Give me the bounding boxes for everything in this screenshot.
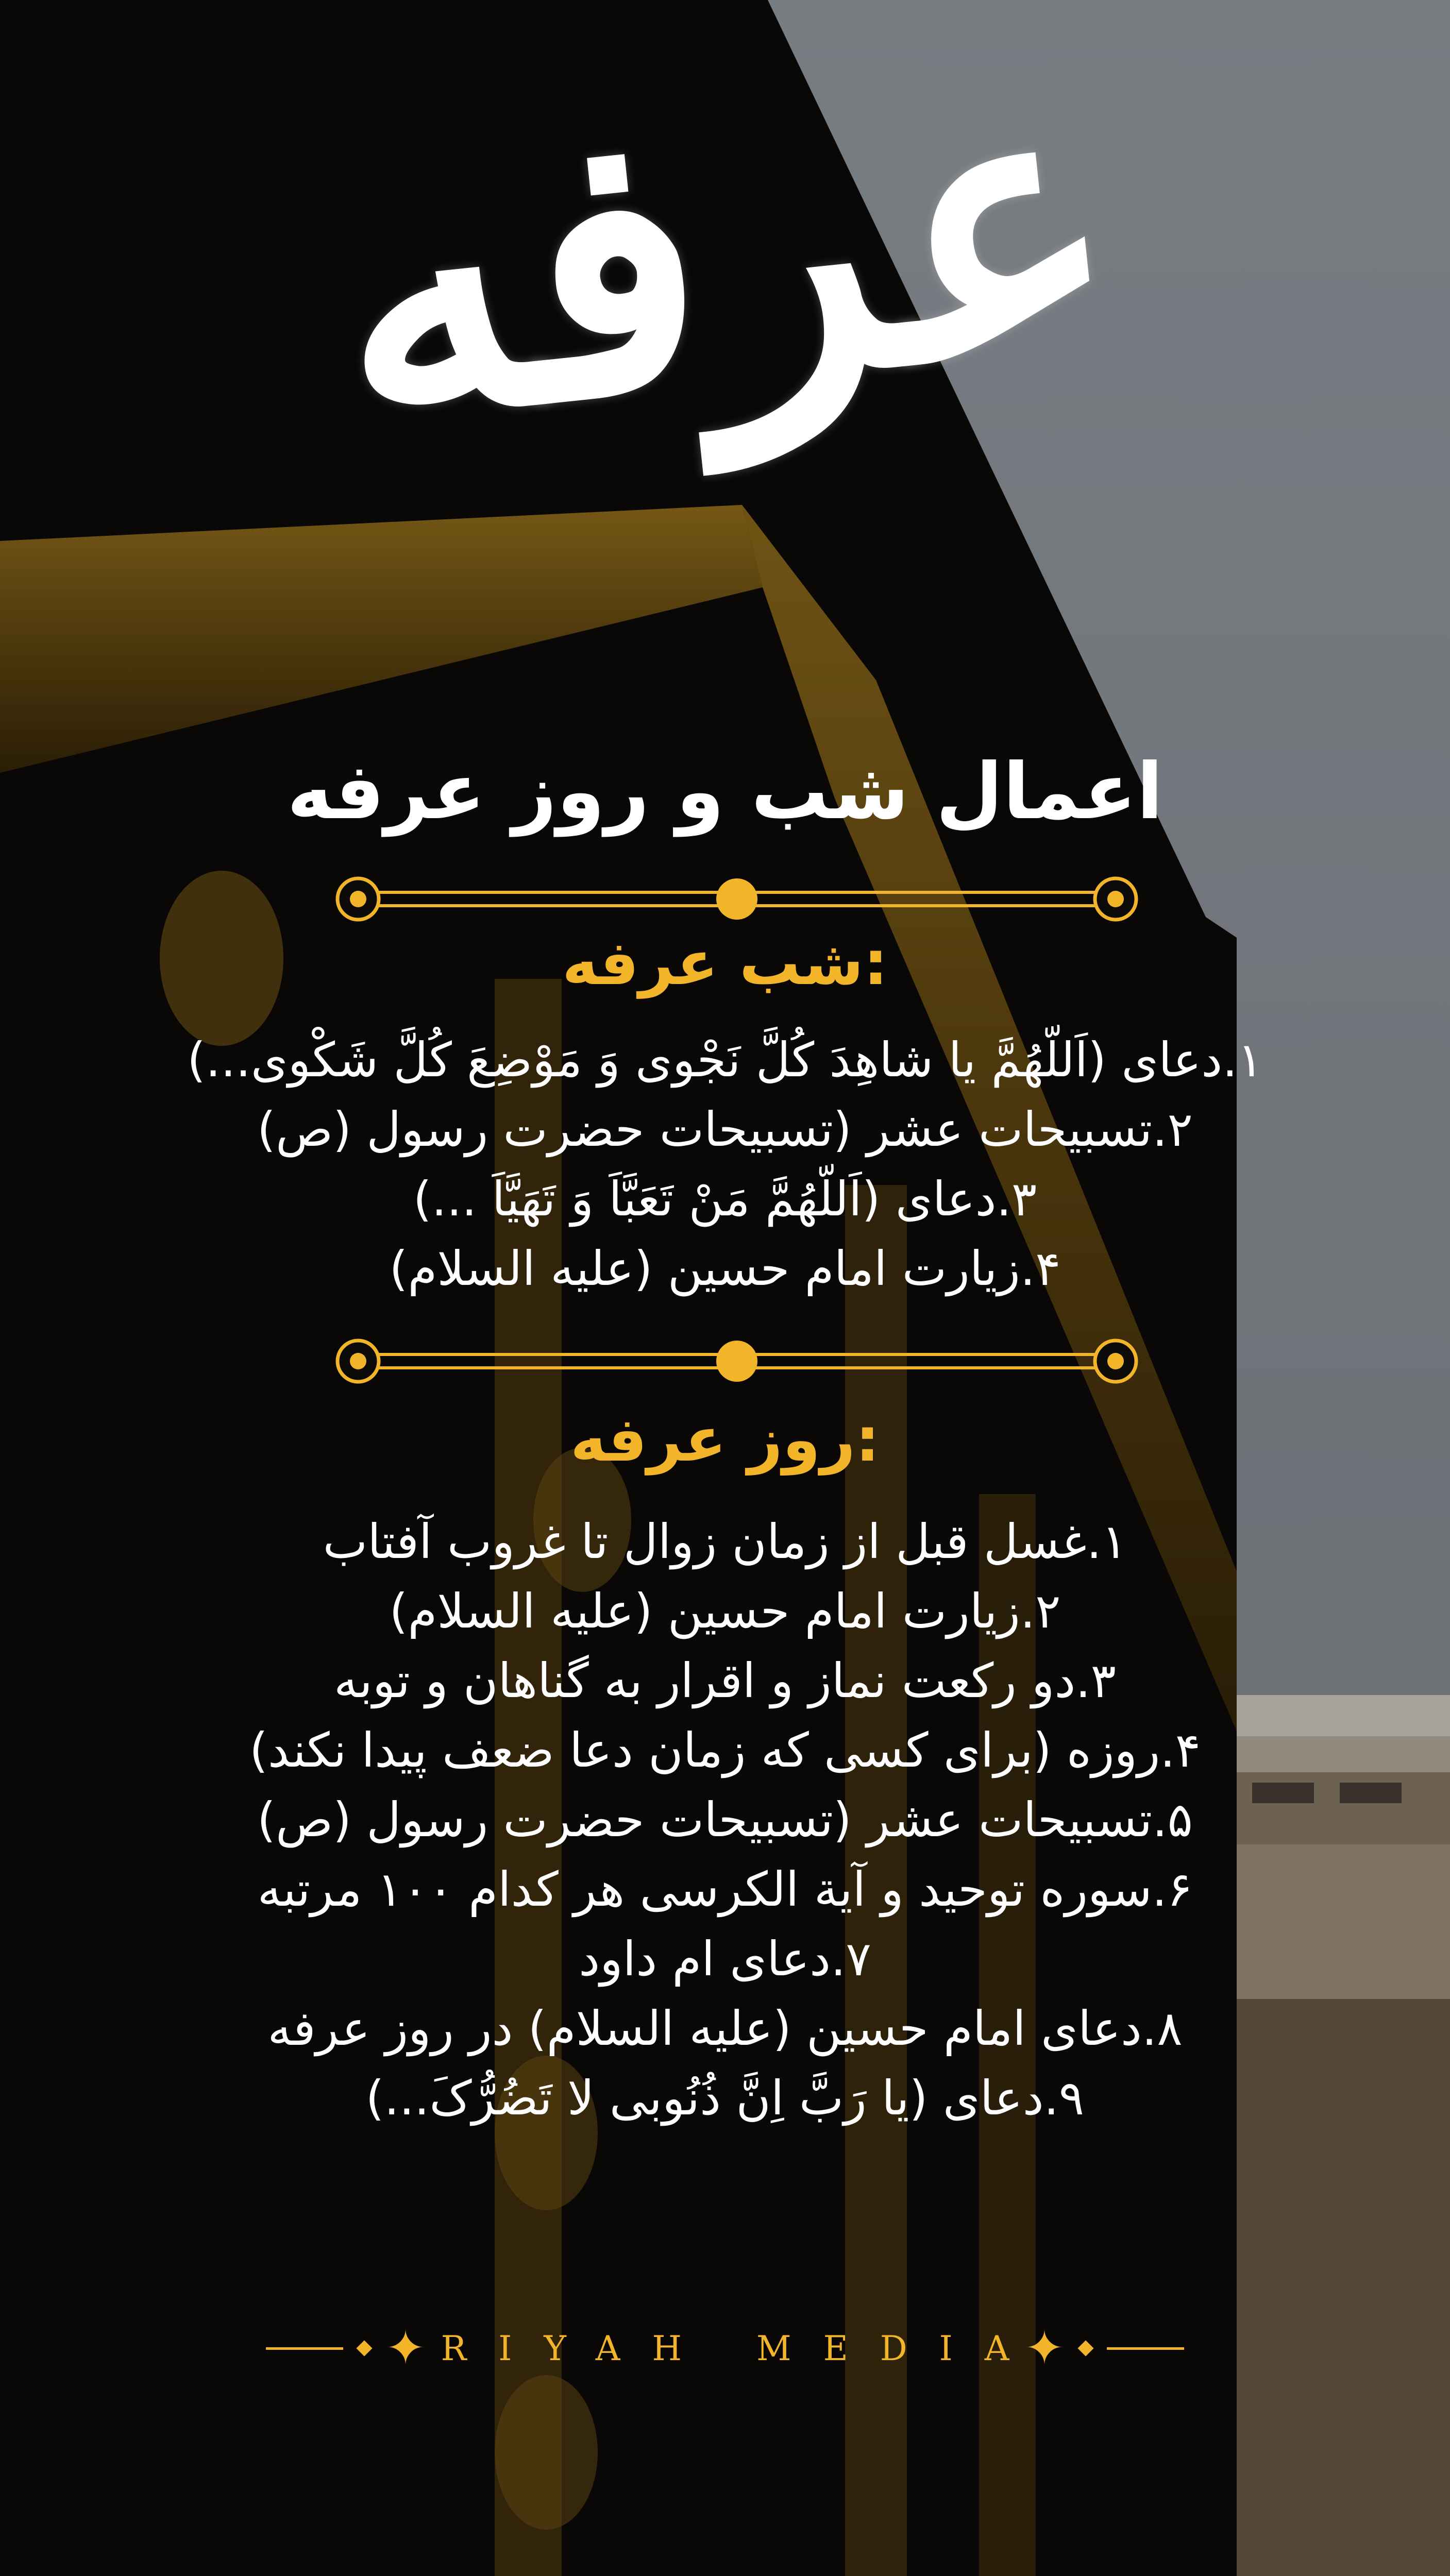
day-act-item: ۲.زیارت امام حسین (علیه السلام) <box>389 1584 1061 1639</box>
day-act-item: ۶.سوره توحید و آیة الکرسی هر کدام ۱۰۰ مرتبه <box>257 1862 1193 1917</box>
brand-name: RIYAH MEDIA <box>441 2328 1041 2368</box>
day-acts-list <box>103 1507 1347 2133</box>
night-act-item: ۲.تسبیحات عشر (تسبیحات حضرت رسول (ص) <box>257 1102 1193 1157</box>
day-act-item: ۱.غسل قبل از زمان زوال تا غروب آفتاب <box>323 1514 1127 1569</box>
brand-left-dot <box>357 2340 373 2356</box>
day-act-item: ۵.تسبیحات عشر (تسبیحات حضرت رسول (ص) <box>257 1792 1193 1848</box>
night-act-item: ۳.دعای (اَللّهُمَّ مَنْ تَعَبَّاَ وَ تَهَیَّاَ ...) <box>413 1172 1037 1227</box>
sparkle-star-icon: ✦ <box>385 2320 426 2376</box>
day-act-item: ۸.دعای امام حسین (علیه السلام) در روز عرفه <box>267 2001 1183 2056</box>
sparkle-star-icon: ✦ <box>1024 2320 1065 2376</box>
main-heading: اعمال شب و روز عرفه <box>286 747 1164 837</box>
ornament-divider-middle <box>335 1338 1139 1384</box>
night-acts-list <box>103 1025 1347 1303</box>
night-act-item: ۱.دعای (اَللّهُمَّ یا شاهِدَ کُلَّ نَجْوی وَ مَوْضِعَ کُلَّ شَکْوی...) <box>187 1032 1263 1088</box>
day-act-item: ۹.دعای (یا رَبَّ اِنَّ ذُنُوبی لا تَضُرُّکَ...) <box>365 2071 1085 2126</box>
brand-right-line <box>1107 2347 1184 2350</box>
night-act-item: ۴.زیارت امام حسین (علیه السلام) <box>389 1241 1061 1296</box>
day-act-item: ۴.روزه (برای کسی که زمان دعا ضعف پیدا نکند) <box>249 1723 1201 1778</box>
brand-right-dot <box>1077 2340 1093 2356</box>
brand-left-line <box>266 2347 343 2350</box>
ornament-divider-top <box>335 876 1139 922</box>
day-act-item: ۷.دعای ام داود <box>579 1931 871 1987</box>
day-section-title: روز عرفه: <box>570 1404 880 1475</box>
night-section-title: شب عرفه: <box>562 927 888 998</box>
brand-footer <box>0 2320 1450 2376</box>
day-act-item: ۳.دو رکعت نماز و اقرار به گناهان و توبه <box>333 1653 1117 1708</box>
hero-calligraphy-title: عرفه <box>315 1 1135 504</box>
